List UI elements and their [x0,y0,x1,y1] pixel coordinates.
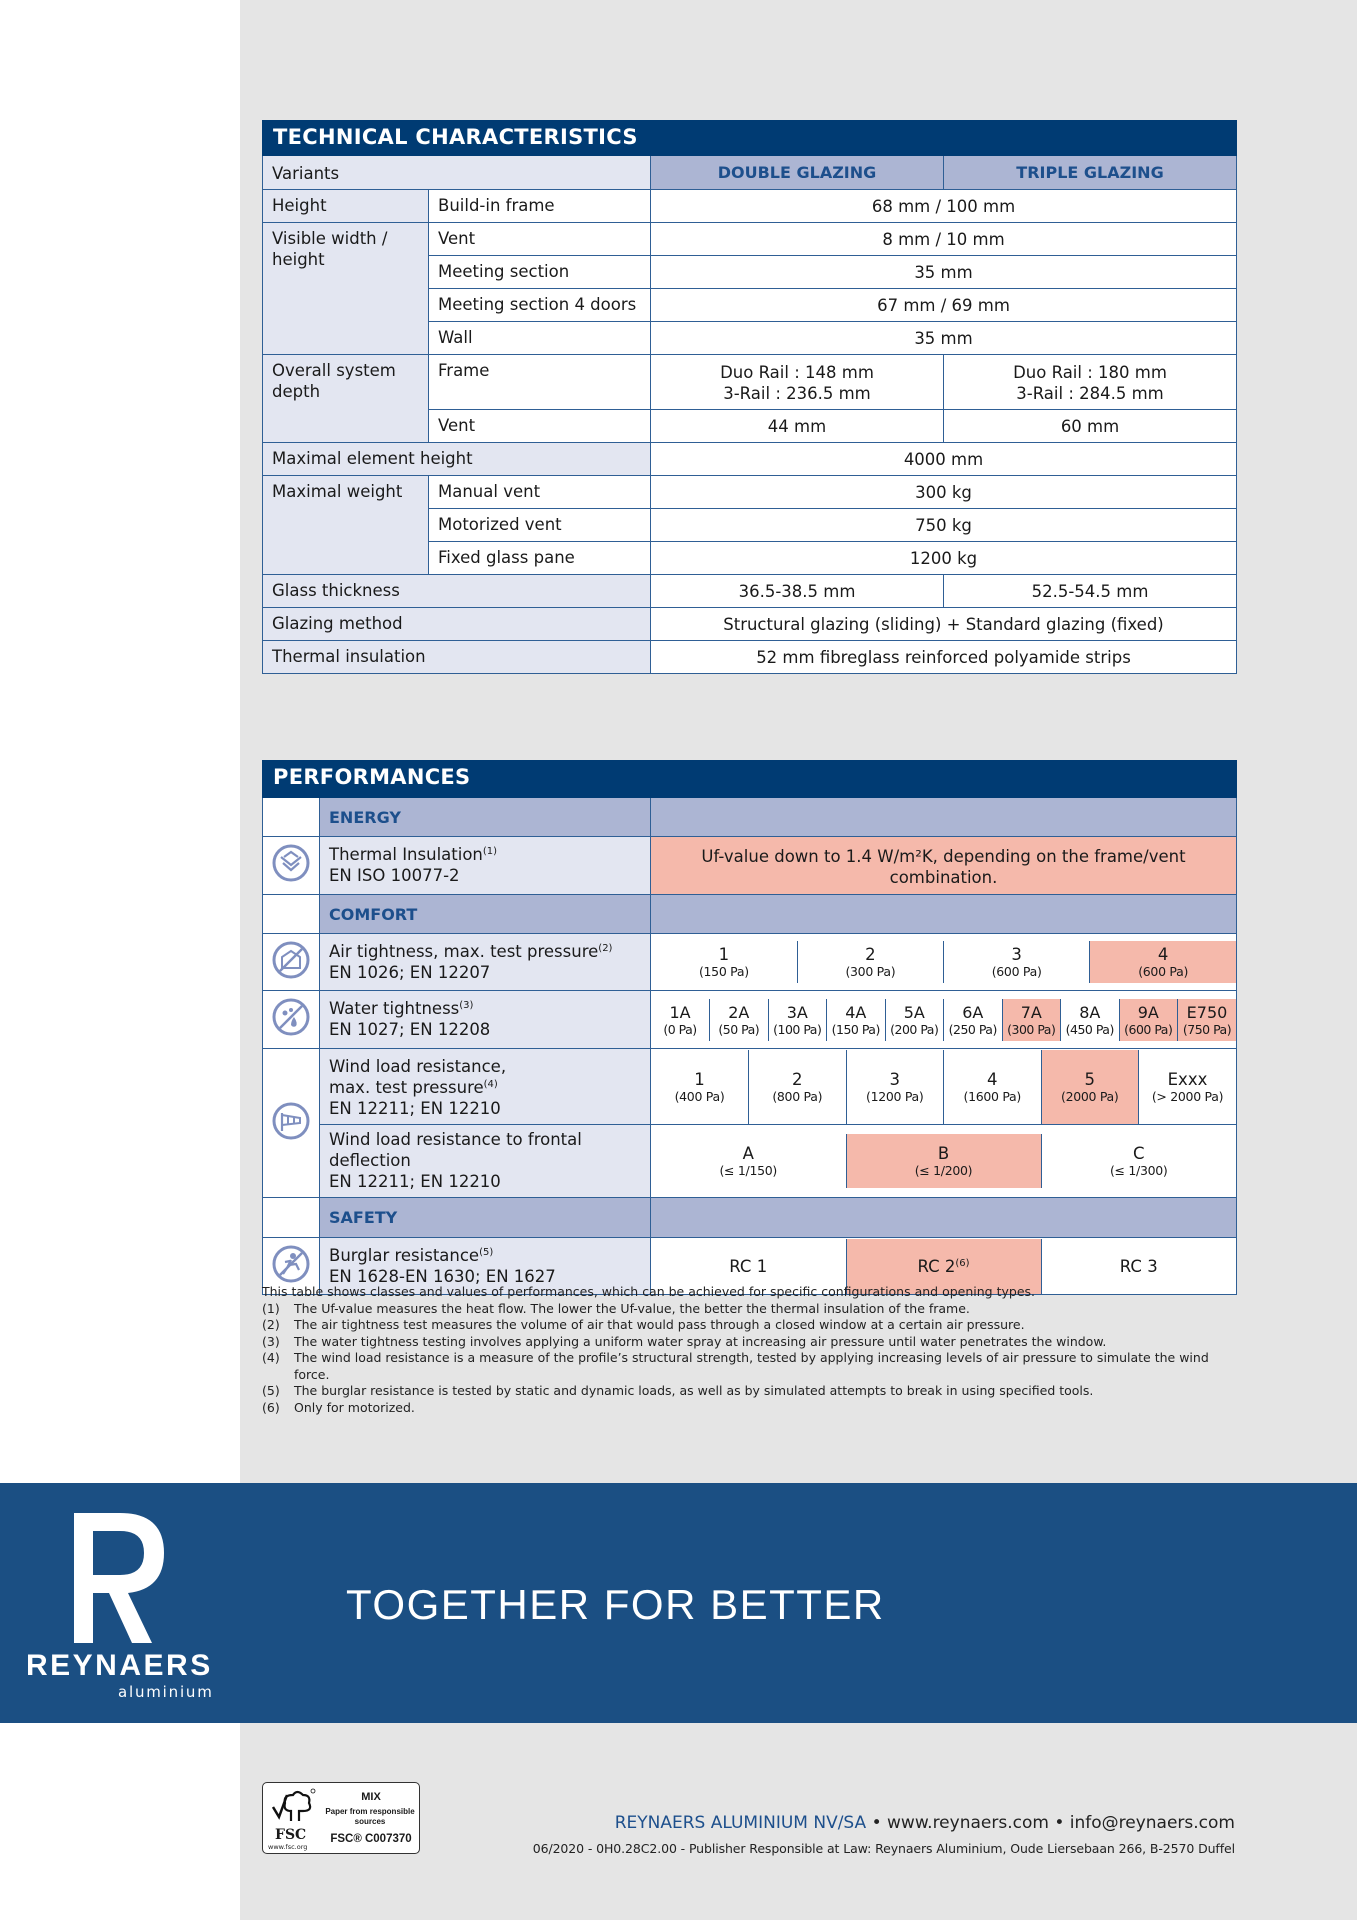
class-cell [846,1050,944,1124]
depth-double-value [651,355,944,410]
class-group [651,1125,1237,1198]
class-cell [846,1134,1041,1188]
category-comfort: COMFORT [320,895,651,934]
slogan: TOGETHER FOR BETTER [346,1581,885,1628]
footnote-text: The Uf-value measures the heat flow. The lower the Uf-value, the better the thermal insulation of the frame. [294,1300,970,1316]
category-fill [651,1198,1237,1238]
water-tightness-icon [271,997,311,1037]
perf-norm: EN 12211; EN 12210 [329,1099,501,1118]
class-name: B [937,1144,950,1163]
contact-line [615,1813,1235,1833]
icon-cell [263,837,320,895]
class-name: 1 [694,1069,705,1089]
section-title: TECHNICAL CHARACTERISTICS [263,121,1237,156]
row-value: 67 mm / 69 mm [651,289,1237,322]
class-name: 9A [1137,1002,1159,1022]
perf-label-text: Water tightness [329,999,460,1018]
class-cell [1139,1050,1237,1124]
depth-double-3rail: 3-Rail : 236.5 mm [723,383,871,403]
class-value: (450 Pa) [1065,1021,1114,1037]
category-safety: SAFETY [320,1198,651,1238]
perf-label-text: Thermal Insulation [329,845,483,864]
fsc-url: www.fsc.org [268,1843,308,1851]
class-cell [651,1050,749,1124]
row-value: 1200 kg [651,542,1237,575]
class-name: RC 3 [1119,1257,1158,1276]
website-link[interactable]: www.reynaers.com [887,1813,1049,1833]
class-value: (400 Pa) [674,1088,725,1104]
perf-norm: EN 1026; EN 12207 [329,963,491,982]
row-label: Glass thickness [263,575,651,608]
class-cell [1178,999,1237,1041]
class-cell [944,1050,1042,1124]
class-name: 3A [786,1002,808,1022]
email-link[interactable]: info@reynaers.com [1069,1813,1235,1833]
fsc-paper: Paper from responsible sources [325,1807,415,1826]
company-name: REYNAERS ALUMINIUM NV/SA [614,1813,867,1833]
class-cell [1041,1134,1236,1188]
perf-norm: EN ISO 10077-2 [329,866,460,885]
class-cell [827,999,886,1041]
depth-triple-3rail: 3-Rail : 284.5 mm [1016,383,1164,403]
footnote-item [262,1400,1242,1417]
icon-cell [263,1049,320,1198]
class-value: (≤ 1/200) [914,1163,973,1178]
performances-table [262,760,1237,1295]
row-sublabel: Meeting section 4 doors [429,289,651,322]
footnote-ref: (1) [482,846,498,857]
category-fill [651,798,1237,837]
category-fill [651,895,1237,934]
empty-icon-cell [263,895,320,934]
perf-label-text: Air tightness, max. test pressure [329,942,599,961]
perf-norm: EN 12211; EN 12210 [329,1172,501,1191]
class-name: 6A [962,1002,984,1022]
footnote-number: (6) [262,1399,280,1415]
row-value: 4000 mm [651,443,1237,476]
row-sublabel: Wall [429,322,651,355]
footnote-text: Only for motorized. [294,1399,415,1415]
class-name: 4 [1157,945,1169,964]
class-value: (600 Pa) [1124,1021,1173,1037]
footnote-item [262,1301,1242,1318]
class-name: RC 1 [729,1257,768,1276]
class-cell [768,999,827,1041]
class-cell [885,999,944,1041]
class-value: (≤ 1/150) [719,1163,778,1178]
page-margin [0,0,240,1483]
footnote-ref: (2) [598,943,613,954]
row-label: Visible width / height [263,223,429,355]
class-value: (> 2000 Pa) [1151,1088,1224,1104]
footnote-number: (5) [262,1383,280,1398]
class-value: (2000 Pa) [1061,1088,1119,1104]
class-value: (800 Pa) [772,1088,823,1104]
class-value: (1200 Pa) [866,1088,924,1104]
page-margin-bottom [0,1723,240,1920]
class-value: (50 Pa) [718,1021,760,1037]
class-name: C [1132,1144,1145,1163]
row-value: 8 mm / 10 mm [651,223,1237,256]
class-name: Exxx [1167,1069,1208,1089]
class-value: (100 Pa) [773,1021,822,1037]
fsc-tree-icon [269,1787,317,1827]
depth-triple-value [944,355,1237,410]
class-name: 1A [669,1002,691,1022]
class-name: 4 [987,1069,998,1089]
row-label: Thermal insulation [263,641,651,674]
class-group [651,934,1237,991]
footnote-item [262,1383,1242,1400]
class-name: E750 [1186,1002,1228,1022]
class-cell [651,1134,846,1188]
icon-cell [263,991,320,1049]
brand-name: REYNAERS [26,1649,213,1682]
row-value: 35 mm [651,256,1237,289]
class-name: 2 [865,945,876,964]
water-classes [651,999,1236,1041]
thermal-value: Uf-value down to 1.4 W/m²K, depending on the frame/vent combination. [651,837,1237,895]
footnote-number: (2) [262,1317,280,1332]
footnote-item [262,1334,1242,1351]
deflection-classes [651,1134,1236,1188]
class-value: (600 Pa) [1138,964,1189,979]
class-name: 4A [845,1002,867,1022]
row-sublabel: Build-in frame [429,190,651,223]
perf-label-text: Wind load resistance to frontal deflection [329,1130,582,1170]
class-cell [749,1050,847,1124]
row-sublabel: Meeting section [429,256,651,289]
empty-icon-cell [263,1198,320,1238]
footnote-ref: (3) [459,1000,474,1011]
depth-double-duo: Duo Rail : 148 mm [720,362,874,382]
footnote-text: The burglar resistance is tested by static and dynamic loads, as well as by simulated attempts to break in using specified tools. [294,1383,1094,1398]
class-cell [797,941,943,983]
brand-subtitle: aluminium [118,1683,214,1701]
class-value: (1600 Pa) [963,1088,1021,1104]
class-cell [1061,999,1120,1041]
row-sublabel: Vent [429,223,651,256]
class-value: (150 Pa) [831,1021,880,1037]
class-cell [1090,941,1236,983]
category-energy: ENERGY [320,798,651,837]
perf-label-text: Wind load resistance, [329,1057,507,1076]
class-name: A [742,1144,754,1163]
row-label: Height [263,190,429,223]
row-label: Overall system depth [263,355,429,443]
class-name: 2 [792,1069,803,1089]
wind-load-icon [271,1101,311,1141]
class-cell [651,999,710,1041]
perf-label-text: max. test pressure [329,1078,484,1097]
brand-banner [0,1483,1357,1723]
fsc-label [262,1782,420,1854]
perf-norm: EN 1628-EN 1630; EN 1627 [329,1267,556,1286]
thermal-insulation-icon [271,843,311,883]
class-value: (300 Pa) [1007,1021,1056,1037]
depth-triple-duo: Duo Rail : 180 mm [1013,362,1167,382]
legal-line: 06/2020 - 0H0.28C2.00 - Publisher Responsible at Law: Reynaers Aluminium, Oude Liersebaan 266, B-2570 Duffel [532,1841,1235,1856]
column-triple-glazing: TRIPLE GLAZING [944,156,1237,190]
footnote-item [262,1350,1242,1383]
footnotes [262,1284,1242,1416]
footnote-number: (4) [262,1350,280,1365]
separator: • [866,1813,888,1833]
class-name: 7A [1020,1002,1042,1022]
footnote-item [262,1317,1242,1334]
class-name: 3 [1011,945,1022,964]
row-sublabel: Fixed glass pane [429,542,651,575]
row-sublabel: Vent [429,410,651,443]
row-label: Maximal weight [263,476,429,575]
section-title: PERFORMANCES [263,761,1237,798]
perf-label [320,1049,651,1125]
class-name: 3 [889,1069,900,1089]
burglar-resistance-icon [271,1244,311,1284]
class-group [651,991,1237,1049]
class-value: (300 Pa) [845,964,896,979]
row-value: 300 kg [651,476,1237,509]
row-value: Structural glazing (sliding) + Standard glazing (fixed) [651,608,1237,641]
class-name: 8A [1079,1002,1101,1022]
class-value: (250 Pa) [948,1021,997,1037]
row-sublabel: Manual vent [429,476,651,509]
class-name: 2A [728,1002,750,1022]
footnote-number: (3) [262,1333,280,1349]
column-double-glazing: DOUBLE GLAZING [651,156,944,190]
class-cell [1119,999,1178,1041]
class-value: (200 Pa) [890,1021,939,1037]
class-name: RC 2 [917,1257,956,1276]
row-sublabel: Motorized vent [429,509,651,542]
class-group [651,1049,1237,1125]
class-cell [1041,1050,1139,1124]
technical-characteristics-table [262,120,1237,674]
perf-label [320,991,651,1049]
class-value: (600 Pa) [991,964,1042,979]
perf-label-text: Burglar resistance [329,1246,480,1265]
class-cell [1002,999,1061,1041]
row-value: 35 mm [651,322,1237,355]
reynaers-r-logo-icon [66,1513,166,1643]
wind-classes [651,1050,1236,1124]
footnote-text: The wind load resistance is a measure of the profile’s structural strength, tested by applying increasing levels of air pressure to simulate the wind force. [294,1350,1209,1382]
separator: • [1048,1813,1070,1833]
row-value: 52 mm fibreglass reinforced polyamide strips [651,641,1237,674]
perf-label [320,934,651,991]
class-name: 5 [1084,1069,1095,1089]
class-value: (≤ 1/300) [1109,1163,1168,1178]
class-cell [944,941,1090,983]
class-name: 5A [903,1002,925,1022]
class-cell [651,941,797,983]
fsc-mix: MIX [361,1791,381,1803]
air-classes [651,941,1236,983]
fsc-code: FSC® C007370 [330,1833,412,1845]
class-cell [944,999,1003,1041]
footnote-ref: (5) [479,1247,494,1258]
row-value: 68 mm / 100 mm [651,190,1237,223]
row-label: Glazing method [263,608,651,641]
empty-icon-cell [263,798,320,837]
footnote-number: (1) [262,1300,280,1316]
row-label: Maximal element height [263,443,651,476]
row-value: 52.5-54.5 mm [944,575,1237,608]
variants-label: Variants [263,156,651,190]
footnote-text: The air tightness test measures the volume of air that would pass through a closed window at a certain air pressure. [294,1317,1025,1332]
perf-norm: EN 1027; EN 12208 [329,1020,491,1039]
footnote-ref: (4) [483,1079,498,1090]
perf-label [320,837,651,895]
row-value: 60 mm [944,410,1237,443]
fsc-mark: FSC [275,1827,307,1843]
class-cell [710,999,769,1041]
icon-cell [263,934,320,991]
class-value: (150 Pa) [698,964,749,979]
class-value: (750 Pa) [1182,1021,1232,1037]
row-sublabel: Frame [429,355,651,410]
row-value: 750 kg [651,509,1237,542]
class-value: (0 Pa) [663,1021,697,1037]
row-value: 36.5-38.5 mm [651,575,944,608]
air-tightness-icon [271,940,311,980]
footnote-ref: (6) [955,1258,970,1269]
footnote-text: The water tightness testing involves applying a uniform water spray at increasing air pressure until water penetrates the window. [294,1333,1107,1349]
class-name: 1 [718,945,730,964]
footnote-intro: This table shows classes and values of performances, which can be achieved for specific configurations and opening types. [262,1284,1035,1299]
row-value: 44 mm [651,410,944,443]
perf-label [320,1125,651,1198]
